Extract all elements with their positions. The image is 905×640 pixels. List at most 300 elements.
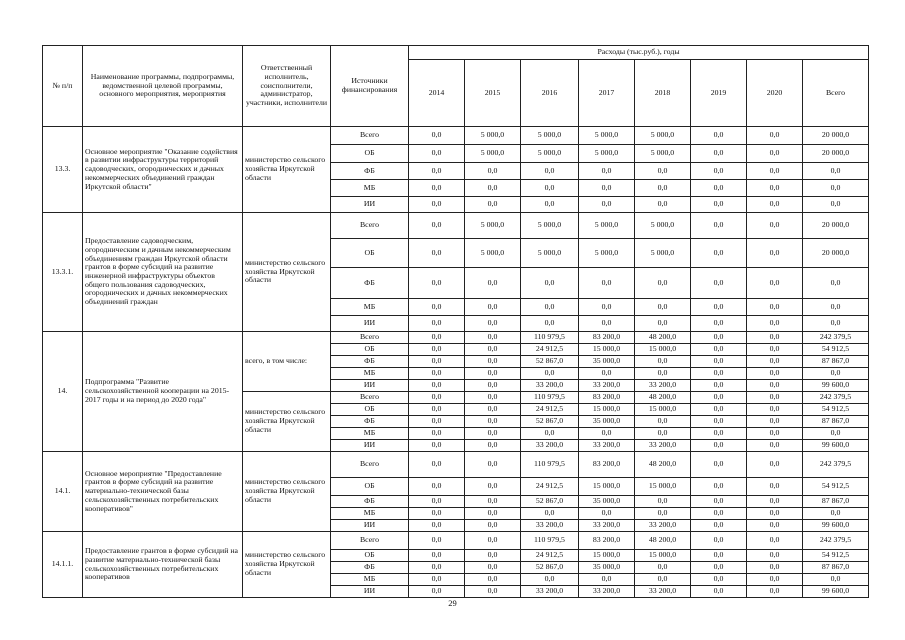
table-row bbox=[43, 452, 869, 478]
row-year-value: 0,0 bbox=[747, 586, 803, 598]
row-year-value: 0,0 bbox=[409, 586, 465, 598]
row-year-value: 0,0 bbox=[409, 532, 465, 550]
row-year-value: 0,0 bbox=[747, 520, 803, 532]
row-year-value: 83 200,0 bbox=[579, 532, 635, 550]
row-year-value: 48 200,0 bbox=[635, 532, 691, 550]
header-name: Наименование программы, подпрограммы, ведомственной целевой программы, основного мероприятия, мероприятия bbox=[83, 46, 243, 127]
row-year-value: 0,0 bbox=[465, 496, 521, 508]
row-year-value: 83 200,0 bbox=[579, 332, 635, 344]
row-responsible: министерство сельского хозяйства Иркутской области bbox=[243, 213, 331, 332]
row-year-value: 0,0 bbox=[747, 299, 803, 316]
row-year-value: 0,0 bbox=[635, 197, 691, 213]
row-source: МБ bbox=[331, 428, 409, 440]
row-year-value: 35 000,0 bbox=[579, 562, 635, 574]
row-year-value: 0,0 bbox=[465, 508, 521, 520]
row-responsible: министерство сельского хозяйства Иркутской области bbox=[243, 127, 331, 213]
row-total-value: 87 867,0 bbox=[803, 356, 869, 368]
row-year-value: 0,0 bbox=[691, 532, 747, 550]
row-year-value: 33 200,0 bbox=[635, 440, 691, 452]
row-year-value: 0,0 bbox=[465, 440, 521, 452]
row-source: ФБ bbox=[331, 163, 409, 180]
row-year-value: 0,0 bbox=[465, 532, 521, 550]
row-year-value: 0,0 bbox=[691, 586, 747, 598]
row-total-value: 0,0 bbox=[803, 428, 869, 440]
row-year-value: 0,0 bbox=[465, 404, 521, 416]
row-year-value: 0,0 bbox=[465, 268, 521, 299]
row-name: Подпрограмма "Развитие сельскохозяйственной кооперации на 2015-2017 годы и на период до 2020 года" bbox=[83, 332, 243, 452]
row-year-value: 0,0 bbox=[747, 145, 803, 163]
row-year-value: 0,0 bbox=[409, 145, 465, 163]
row-year-value: 0,0 bbox=[409, 416, 465, 428]
row-year-value: 0,0 bbox=[691, 520, 747, 532]
row-year-value: 0,0 bbox=[465, 562, 521, 574]
row-source: МБ bbox=[331, 180, 409, 197]
table-body bbox=[43, 127, 869, 598]
row-year-value: 83 200,0 bbox=[579, 452, 635, 478]
row-year-value: 24 912,5 bbox=[521, 478, 579, 496]
header-source: Источники финансирования bbox=[331, 46, 409, 127]
row-responsible: министерство сельского хозяйства Иркутской области bbox=[243, 452, 331, 532]
row-source: ИИ bbox=[331, 316, 409, 332]
row-year-value: 0,0 bbox=[691, 368, 747, 380]
row-source: ИИ bbox=[331, 440, 409, 452]
row-name: Основное мероприятие "Предоставление грантов в форме субсидий на развитие материально-технической базы сельскохозяйственных потребительских кооперативов" bbox=[83, 452, 243, 532]
row-year-value: 5 000,0 bbox=[465, 213, 521, 239]
row-year-value: 0,0 bbox=[635, 508, 691, 520]
row-year-value: 33 200,0 bbox=[579, 586, 635, 598]
row-year-value: 0,0 bbox=[691, 213, 747, 239]
row-year-value: 0,0 bbox=[465, 428, 521, 440]
row-year-value: 0,0 bbox=[691, 145, 747, 163]
row-year-value: 0,0 bbox=[409, 213, 465, 239]
page-number: 29 bbox=[448, 598, 457, 608]
row-year-value: 0,0 bbox=[579, 268, 635, 299]
row-year-value: 52 867,0 bbox=[521, 356, 579, 368]
row-year-value: 0,0 bbox=[579, 299, 635, 316]
header-year: 2016 bbox=[521, 60, 579, 127]
row-year-value: 0,0 bbox=[409, 239, 465, 268]
row-source: Всего bbox=[331, 127, 409, 145]
row-total-value: 0,0 bbox=[803, 574, 869, 586]
row-year-value: 35 000,0 bbox=[579, 356, 635, 368]
row-year-value: 0,0 bbox=[579, 574, 635, 586]
header-year: 2018 bbox=[635, 60, 691, 127]
row-year-value: 15 000,0 bbox=[635, 550, 691, 562]
header-num: № п/п bbox=[43, 46, 83, 127]
row-year-value: 5 000,0 bbox=[635, 213, 691, 239]
row-year-value: 0,0 bbox=[747, 127, 803, 145]
row-total-value: 99 600,0 bbox=[803, 586, 869, 598]
row-year-value: 5 000,0 bbox=[579, 145, 635, 163]
row-year-value: 0,0 bbox=[465, 299, 521, 316]
row-year-value: 0,0 bbox=[635, 316, 691, 332]
row-year-value: 5 000,0 bbox=[635, 239, 691, 268]
row-year-value: 0,0 bbox=[747, 440, 803, 452]
row-year-value: 48 200,0 bbox=[635, 452, 691, 478]
row-year-value: 0,0 bbox=[409, 299, 465, 316]
row-year-value: 5 000,0 bbox=[465, 239, 521, 268]
row-year-value: 0,0 bbox=[691, 268, 747, 299]
row-year-value: 0,0 bbox=[409, 520, 465, 532]
row-year-value: 110 979,5 bbox=[521, 332, 579, 344]
header-year: 2019 bbox=[691, 60, 747, 127]
row-year-value: 0,0 bbox=[409, 452, 465, 478]
row-year-value: 0,0 bbox=[521, 299, 579, 316]
row-year-value: 0,0 bbox=[747, 550, 803, 562]
row-year-value: 0,0 bbox=[747, 416, 803, 428]
row-year-value: 0,0 bbox=[465, 368, 521, 380]
row-year-value: 0,0 bbox=[635, 368, 691, 380]
row-year-value: 0,0 bbox=[691, 452, 747, 478]
table-row bbox=[43, 532, 869, 550]
row-year-value: 15 000,0 bbox=[579, 550, 635, 562]
row-year-value: 0,0 bbox=[747, 368, 803, 380]
row-year-value: 0,0 bbox=[521, 368, 579, 380]
row-year-value: 0,0 bbox=[691, 163, 747, 180]
row-year-value: 0,0 bbox=[521, 163, 579, 180]
row-year-value: 33 200,0 bbox=[521, 380, 579, 392]
table-row bbox=[43, 127, 869, 145]
row-year-value: 0,0 bbox=[465, 316, 521, 332]
row-year-value: 0,0 bbox=[521, 574, 579, 586]
row-year-value: 52 867,0 bbox=[521, 562, 579, 574]
row-source: ИИ bbox=[331, 380, 409, 392]
row-year-value: 0,0 bbox=[579, 428, 635, 440]
row-source: ОБ bbox=[331, 478, 409, 496]
row-source: ОБ bbox=[331, 239, 409, 268]
row-year-value: 33 200,0 bbox=[579, 520, 635, 532]
row-year-value: 0,0 bbox=[465, 380, 521, 392]
row-year-value: 0,0 bbox=[635, 562, 691, 574]
row-year-value: 0,0 bbox=[465, 574, 521, 586]
row-year-value: 33 200,0 bbox=[635, 380, 691, 392]
row-year-value: 0,0 bbox=[747, 452, 803, 478]
row-total-value: 99 600,0 bbox=[803, 520, 869, 532]
row-year-value: 5 000,0 bbox=[521, 213, 579, 239]
row-year-value: 0,0 bbox=[521, 180, 579, 197]
row-source: МБ bbox=[331, 299, 409, 316]
row-year-value: 0,0 bbox=[747, 213, 803, 239]
row-code: 14.1.1. bbox=[43, 532, 83, 598]
row-total-value: 20 000,0 bbox=[803, 239, 869, 268]
row-year-value: 0,0 bbox=[579, 197, 635, 213]
row-year-value: 24 912,5 bbox=[521, 344, 579, 356]
row-year-value: 48 200,0 bbox=[635, 392, 691, 404]
row-year-value: 0,0 bbox=[409, 316, 465, 332]
row-year-value: 24 912,5 bbox=[521, 404, 579, 416]
row-name: Основное мероприятие "Оказание содействия в развитии инфраструктуры территорий садоводческих, огороднических и дачных некоммерческих объединений граждан Иркутской области" bbox=[83, 127, 243, 213]
row-year-value: 0,0 bbox=[635, 268, 691, 299]
row-source: МБ bbox=[331, 508, 409, 520]
row-year-value: 15 000,0 bbox=[635, 478, 691, 496]
row-year-value: 0,0 bbox=[691, 197, 747, 213]
row-year-value: 15 000,0 bbox=[635, 344, 691, 356]
row-year-value: 0,0 bbox=[465, 332, 521, 344]
row-year-value: 0,0 bbox=[691, 316, 747, 332]
row-year-value: 0,0 bbox=[409, 344, 465, 356]
row-year-value: 0,0 bbox=[747, 404, 803, 416]
row-source: ФБ bbox=[331, 356, 409, 368]
row-year-value: 0,0 bbox=[409, 163, 465, 180]
row-year-value: 0,0 bbox=[579, 508, 635, 520]
row-year-value: 5 000,0 bbox=[579, 239, 635, 268]
row-year-value: 0,0 bbox=[409, 562, 465, 574]
row-year-value: 0,0 bbox=[521, 508, 579, 520]
row-year-value: 33 200,0 bbox=[521, 440, 579, 452]
row-responsible: всего, в том числе: bbox=[243, 332, 331, 392]
row-year-value: 0,0 bbox=[747, 428, 803, 440]
row-year-value: 33 200,0 bbox=[635, 520, 691, 532]
row-year-value: 0,0 bbox=[635, 496, 691, 508]
row-year-value: 0,0 bbox=[521, 197, 579, 213]
row-year-value: 52 867,0 bbox=[521, 496, 579, 508]
row-name: Предоставление грантов в форме субсидий на развитие материально-технической базы сельскохозяйственных потребительских кооперативов bbox=[83, 532, 243, 598]
row-year-value: 0,0 bbox=[409, 356, 465, 368]
row-year-value: 0,0 bbox=[747, 562, 803, 574]
row-year-value: 0,0 bbox=[409, 404, 465, 416]
row-year-value: 0,0 bbox=[465, 478, 521, 496]
row-year-value: 35 000,0 bbox=[579, 496, 635, 508]
row-year-value: 0,0 bbox=[691, 127, 747, 145]
row-year-value: 5 000,0 bbox=[521, 239, 579, 268]
financing-table bbox=[42, 45, 869, 598]
row-code: 13.3. bbox=[43, 127, 83, 213]
row-year-value: 0,0 bbox=[747, 197, 803, 213]
row-year-value: 0,0 bbox=[691, 440, 747, 452]
row-year-value: 5 000,0 bbox=[521, 145, 579, 163]
row-total-value: 242 379,5 bbox=[803, 532, 869, 550]
row-year-value: 48 200,0 bbox=[635, 332, 691, 344]
row-year-value: 0,0 bbox=[635, 416, 691, 428]
row-total-value: 0,0 bbox=[803, 299, 869, 316]
row-year-value: 0,0 bbox=[635, 163, 691, 180]
row-code: 14. bbox=[43, 332, 83, 452]
row-year-value: 0,0 bbox=[691, 428, 747, 440]
row-year-value: 0,0 bbox=[409, 392, 465, 404]
row-year-value: 0,0 bbox=[747, 496, 803, 508]
row-year-value: 0,0 bbox=[409, 574, 465, 586]
row-year-value: 0,0 bbox=[465, 180, 521, 197]
row-source: ОБ bbox=[331, 404, 409, 416]
row-year-value: 0,0 bbox=[691, 574, 747, 586]
row-year-value: 0,0 bbox=[747, 332, 803, 344]
row-total-value: 0,0 bbox=[803, 508, 869, 520]
row-source: ОБ bbox=[331, 145, 409, 163]
row-year-value: 0,0 bbox=[691, 508, 747, 520]
table-row bbox=[43, 213, 869, 239]
row-year-value: 5 000,0 bbox=[635, 145, 691, 163]
row-year-value: 0,0 bbox=[747, 392, 803, 404]
row-year-value: 0,0 bbox=[465, 550, 521, 562]
row-year-value: 0,0 bbox=[409, 428, 465, 440]
row-total-value: 54 912,5 bbox=[803, 404, 869, 416]
row-source: ОБ bbox=[331, 344, 409, 356]
header-year: 2014 bbox=[409, 60, 465, 127]
row-year-value: 0,0 bbox=[747, 478, 803, 496]
row-total-value: 87 867,0 bbox=[803, 496, 869, 508]
row-year-value: 52 867,0 bbox=[521, 416, 579, 428]
row-year-value: 0,0 bbox=[579, 368, 635, 380]
row-year-value: 15 000,0 bbox=[579, 344, 635, 356]
row-year-value: 0,0 bbox=[579, 180, 635, 197]
row-name: Предоставление садоводческим, огородническим и дачным некоммерческим объединениям граждан Иркутской области грантов в форме субсидий на развитие инженерной инфраструктуры объектов общего пользования садоводческих, огороднических и дачных некоммерческих объединений граждан bbox=[83, 213, 243, 332]
row-year-value: 0,0 bbox=[465, 392, 521, 404]
row-year-value: 0,0 bbox=[747, 356, 803, 368]
row-year-value: 0,0 bbox=[465, 163, 521, 180]
row-year-value: 0,0 bbox=[635, 180, 691, 197]
row-year-value: 0,0 bbox=[691, 562, 747, 574]
row-code: 14.1. bbox=[43, 452, 83, 532]
row-total-value: 87 867,0 bbox=[803, 562, 869, 574]
row-year-value: 0,0 bbox=[747, 532, 803, 550]
row-year-value: 15 000,0 bbox=[579, 478, 635, 496]
row-total-value: 54 912,5 bbox=[803, 478, 869, 496]
row-source: Всего bbox=[331, 532, 409, 550]
row-year-value: 24 912,5 bbox=[521, 550, 579, 562]
row-year-value: 0,0 bbox=[521, 268, 579, 299]
row-year-value: 110 979,5 bbox=[521, 392, 579, 404]
row-year-value: 110 979,5 bbox=[521, 452, 579, 478]
row-source: ИИ bbox=[331, 197, 409, 213]
row-total-value: 20 000,0 bbox=[803, 145, 869, 163]
row-year-value: 0,0 bbox=[691, 478, 747, 496]
row-year-value: 0,0 bbox=[747, 239, 803, 268]
row-year-value: 0,0 bbox=[465, 344, 521, 356]
row-source: ФБ bbox=[331, 268, 409, 299]
row-year-value: 0,0 bbox=[409, 478, 465, 496]
row-year-value: 0,0 bbox=[409, 268, 465, 299]
row-year-value: 35 000,0 bbox=[579, 416, 635, 428]
row-total-value: 99 600,0 bbox=[803, 440, 869, 452]
row-year-value: 33 200,0 bbox=[521, 520, 579, 532]
header-total: Всего bbox=[803, 60, 869, 127]
row-year-value: 110 979,5 bbox=[521, 532, 579, 550]
row-total-value: 242 379,5 bbox=[803, 452, 869, 478]
row-year-value: 0,0 bbox=[409, 332, 465, 344]
row-total-value: 242 379,5 bbox=[803, 392, 869, 404]
row-year-value: 0,0 bbox=[409, 180, 465, 197]
row-year-value: 5 000,0 bbox=[521, 127, 579, 145]
row-total-value: 0,0 bbox=[803, 316, 869, 332]
row-year-value: 0,0 bbox=[691, 496, 747, 508]
row-year-value: 0,0 bbox=[691, 344, 747, 356]
row-year-value: 0,0 bbox=[409, 197, 465, 213]
row-year-value: 0,0 bbox=[465, 520, 521, 532]
row-responsible: министерство сельского хозяйства Иркутской области bbox=[243, 392, 331, 452]
row-year-value: 0,0 bbox=[747, 180, 803, 197]
row-year-value: 5 000,0 bbox=[635, 127, 691, 145]
row-total-value: 20 000,0 bbox=[803, 127, 869, 145]
row-year-value: 5 000,0 bbox=[465, 127, 521, 145]
row-total-value: 242 379,5 bbox=[803, 332, 869, 344]
row-source: ФБ bbox=[331, 562, 409, 574]
row-year-value: 33 200,0 bbox=[579, 440, 635, 452]
row-source: ФБ bbox=[331, 416, 409, 428]
row-total-value: 0,0 bbox=[803, 197, 869, 213]
row-total-value: 99 600,0 bbox=[803, 380, 869, 392]
row-source: Всего bbox=[331, 332, 409, 344]
row-year-value: 0,0 bbox=[747, 163, 803, 180]
row-year-value: 0,0 bbox=[465, 416, 521, 428]
row-total-value: 87 867,0 bbox=[803, 416, 869, 428]
row-year-value: 0,0 bbox=[521, 428, 579, 440]
row-year-value: 83 200,0 bbox=[579, 392, 635, 404]
row-year-value: 0,0 bbox=[635, 356, 691, 368]
row-total-value: 0,0 bbox=[803, 163, 869, 180]
row-year-value: 15 000,0 bbox=[635, 404, 691, 416]
row-source: Всего bbox=[331, 213, 409, 239]
row-total-value: 0,0 bbox=[803, 180, 869, 197]
row-year-value: 0,0 bbox=[409, 440, 465, 452]
row-year-value: 0,0 bbox=[465, 452, 521, 478]
row-year-value: 0,0 bbox=[747, 574, 803, 586]
row-year-value: 0,0 bbox=[691, 299, 747, 316]
row-responsible: министерство сельского хозяйства Иркутской области bbox=[243, 532, 331, 598]
row-year-value: 0,0 bbox=[409, 368, 465, 380]
row-year-value: 0,0 bbox=[691, 180, 747, 197]
row-year-value: 0,0 bbox=[579, 316, 635, 332]
row-year-value: 0,0 bbox=[747, 508, 803, 520]
row-year-value: 0,0 bbox=[579, 163, 635, 180]
row-year-value: 0,0 bbox=[691, 239, 747, 268]
row-source: ФБ bbox=[331, 496, 409, 508]
row-year-value: 0,0 bbox=[747, 268, 803, 299]
row-year-value: 0,0 bbox=[465, 356, 521, 368]
row-source: МБ bbox=[331, 368, 409, 380]
row-year-value: 0,0 bbox=[747, 316, 803, 332]
row-year-value: 33 200,0 bbox=[579, 380, 635, 392]
row-year-value: 33 200,0 bbox=[635, 586, 691, 598]
row-year-value: 15 000,0 bbox=[579, 404, 635, 416]
row-year-value: 33 200,0 bbox=[521, 586, 579, 598]
row-year-value: 0,0 bbox=[409, 508, 465, 520]
row-total-value: 20 000,0 bbox=[803, 213, 869, 239]
row-total-value: 54 912,5 bbox=[803, 344, 869, 356]
row-source: ИИ bbox=[331, 520, 409, 532]
row-year-value: 0,0 bbox=[465, 197, 521, 213]
row-source: ИИ bbox=[331, 586, 409, 598]
row-year-value: 0,0 bbox=[409, 550, 465, 562]
header-year: 2020 bbox=[747, 60, 803, 127]
row-year-value: 0,0 bbox=[691, 392, 747, 404]
header-responsible: Ответственный исполнитель, соисполнители, администратор, участники, исполнители bbox=[243, 46, 331, 127]
row-year-value: 0,0 bbox=[521, 316, 579, 332]
row-total-value: 54 912,5 bbox=[803, 550, 869, 562]
row-year-value: 0,0 bbox=[691, 404, 747, 416]
row-total-value: 0,0 bbox=[803, 368, 869, 380]
row-source: Всего bbox=[331, 392, 409, 404]
row-year-value: 5 000,0 bbox=[465, 145, 521, 163]
row-code: 13.3.1. bbox=[43, 213, 83, 332]
row-year-value: 0,0 bbox=[409, 380, 465, 392]
row-year-value: 0,0 bbox=[747, 344, 803, 356]
row-year-value: 0,0 bbox=[691, 380, 747, 392]
row-year-value: 0,0 bbox=[635, 574, 691, 586]
row-year-value: 0,0 bbox=[691, 356, 747, 368]
row-year-value: 0,0 bbox=[409, 127, 465, 145]
row-year-value: 0,0 bbox=[465, 586, 521, 598]
row-year-value: 0,0 bbox=[691, 416, 747, 428]
row-source: МБ bbox=[331, 574, 409, 586]
row-year-value: 5 000,0 bbox=[579, 213, 635, 239]
row-year-value: 0,0 bbox=[691, 550, 747, 562]
row-total-value: 0,0 bbox=[803, 268, 869, 299]
row-year-value: 0,0 bbox=[635, 299, 691, 316]
row-year-value: 0,0 bbox=[747, 380, 803, 392]
row-year-value: 0,0 bbox=[635, 428, 691, 440]
row-year-value: 0,0 bbox=[691, 332, 747, 344]
row-source: ОБ bbox=[331, 550, 409, 562]
